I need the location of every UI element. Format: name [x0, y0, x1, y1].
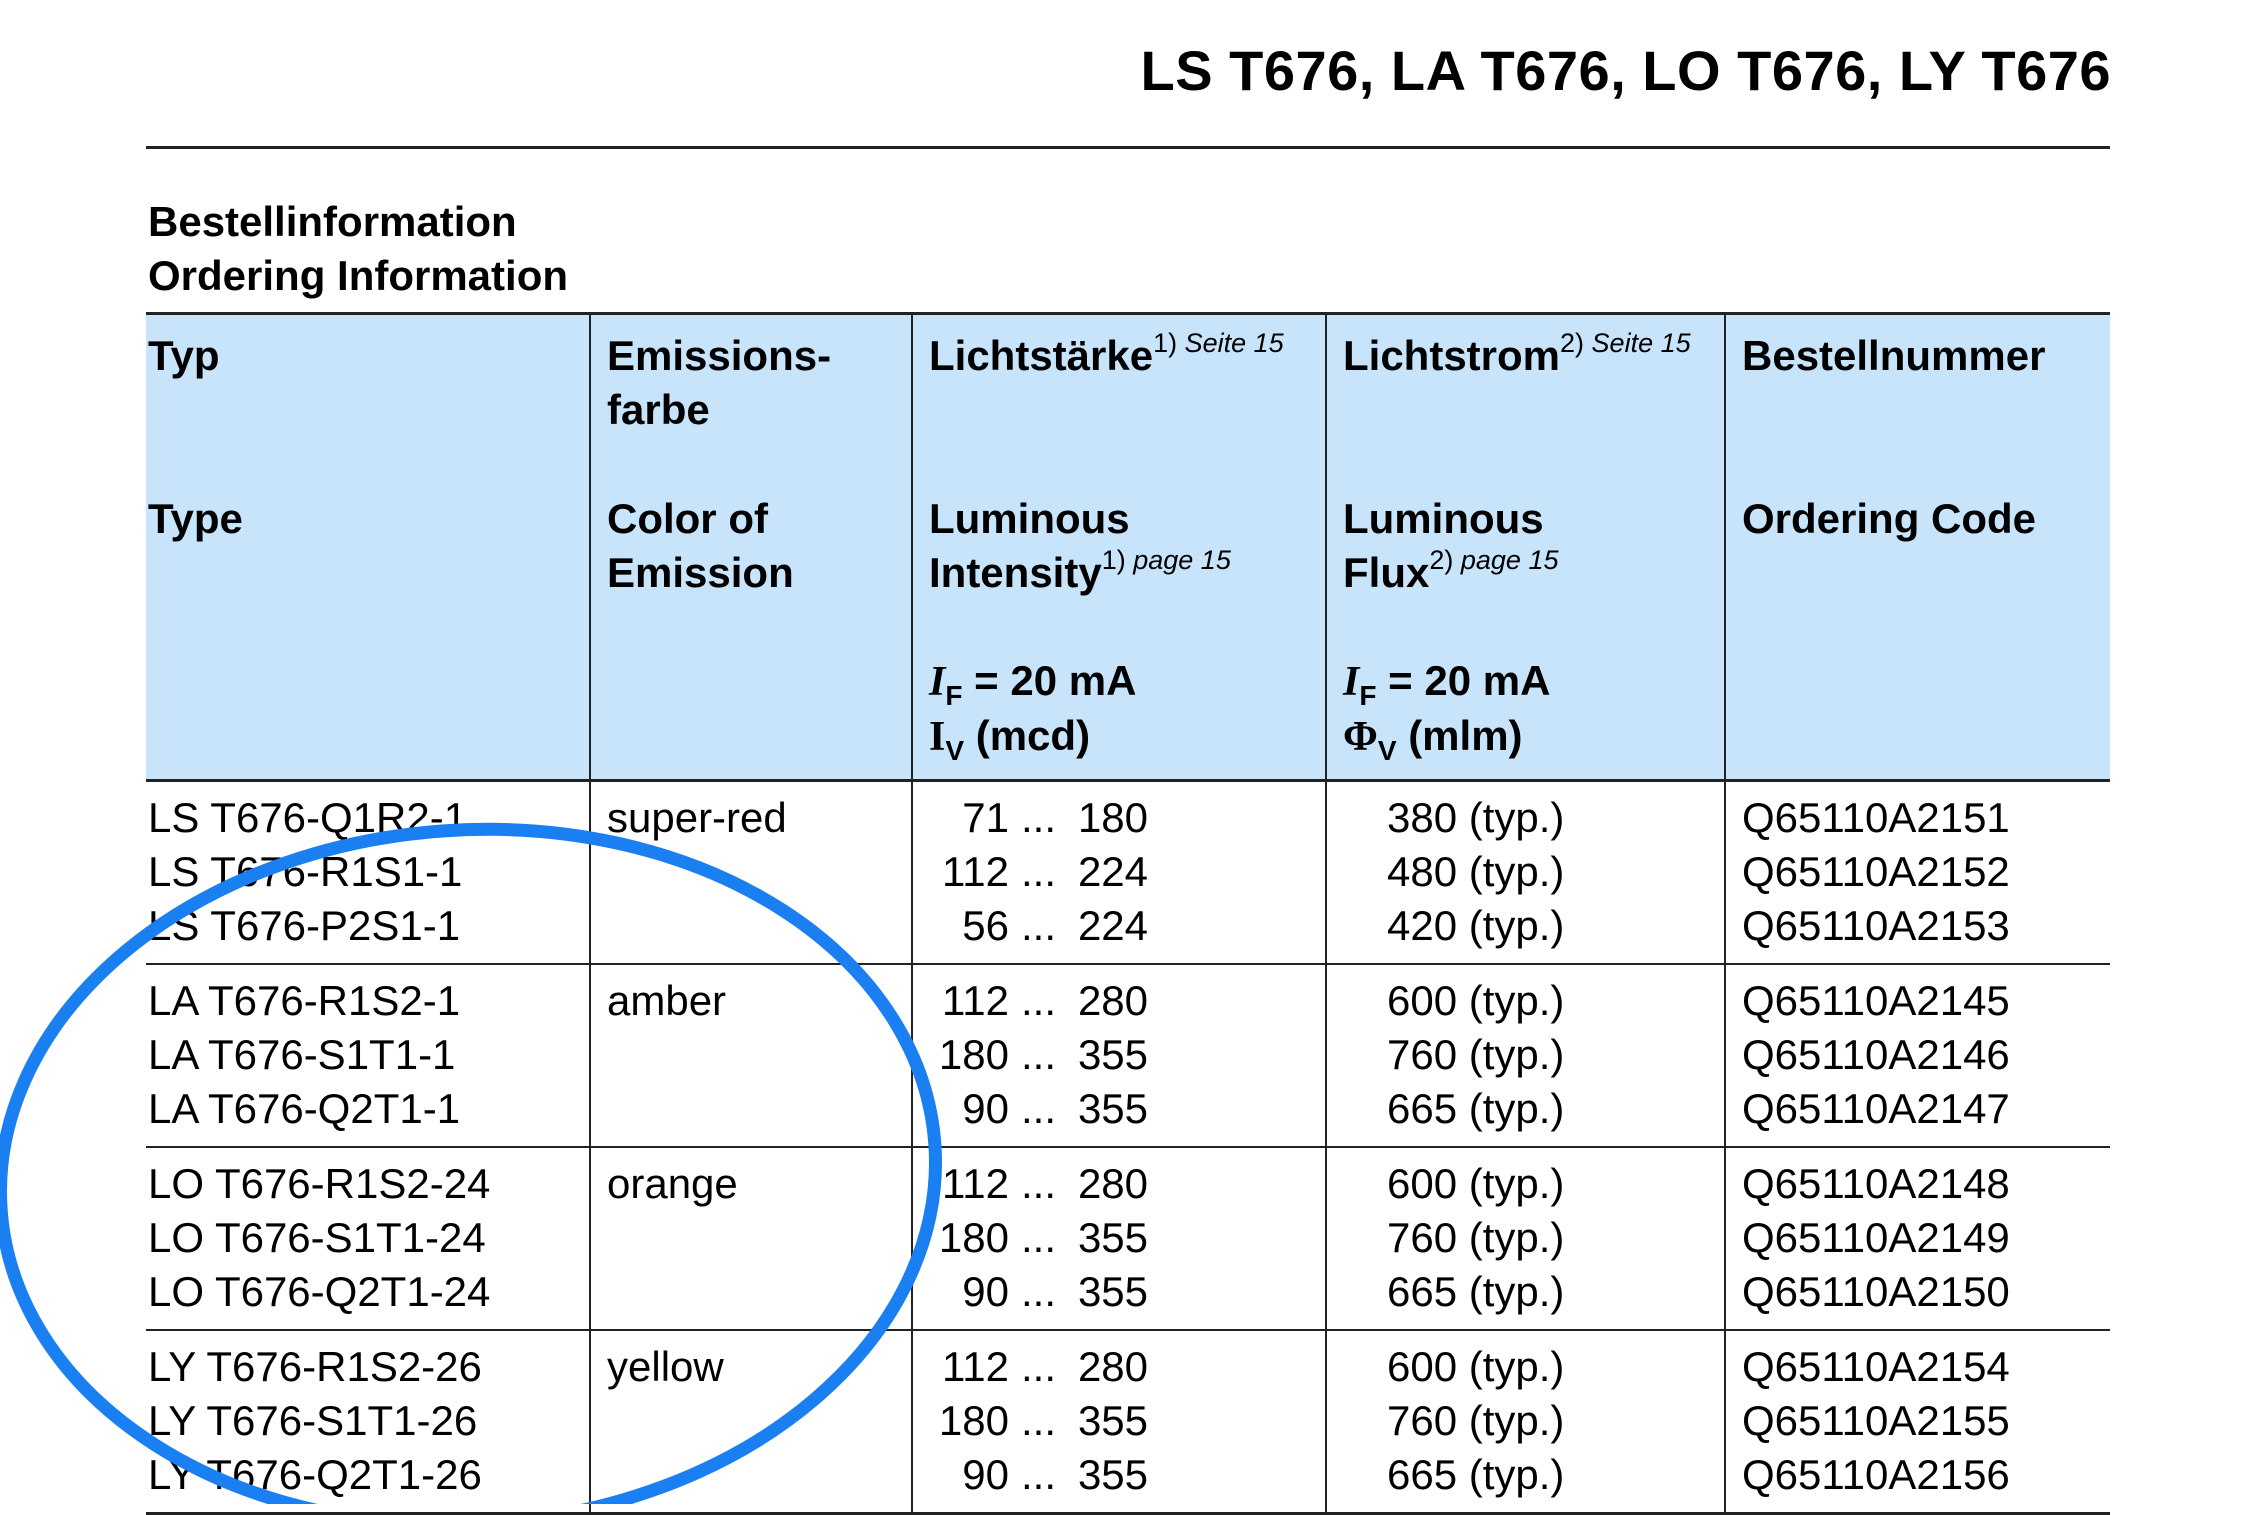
subscript: V: [945, 735, 965, 766]
header-intensity-en-line1: Luminous: [929, 495, 1130, 542]
ordering-code: Q65110A2149: [1742, 1214, 2010, 1261]
ordering-code: Q65110A2155: [1742, 1397, 2010, 1444]
table-row: [146, 964, 2110, 1147]
code-cell: [1725, 781, 2110, 965]
footnote-page-ref: Seite 15: [1184, 328, 1284, 358]
range-separator: ...: [1021, 977, 1057, 1024]
intensity-range: [929, 1265, 1309, 1319]
intensity-min: 90: [962, 1085, 1009, 1132]
title-divider: [146, 146, 2110, 149]
emission-color: orange: [607, 1160, 738, 1207]
intensity-condition: [929, 654, 1309, 709]
code-cell: [1725, 1147, 2110, 1330]
range-separator: ...: [1021, 1397, 1057, 1444]
flux-value: 600 (typ.): [1387, 977, 1565, 1024]
table-row: [146, 781, 2110, 965]
intensity-max: 355: [1077, 1451, 1149, 1498]
range-separator: ...: [1021, 1451, 1057, 1498]
flux-condition: [1343, 654, 1708, 709]
type-value: LO T676-S1T1-24: [148, 1214, 486, 1261]
type-value: LO T676-R1S2-24: [148, 1160, 491, 1207]
header-intensity-de: Lichtstärke: [929, 332, 1154, 379]
ordering-code: Q65110A2148: [1742, 1160, 2010, 1207]
flux-value: 760 (typ.): [1387, 1031, 1565, 1078]
intensity-max: 180: [1077, 794, 1149, 841]
symbol-current: I: [1343, 659, 1360, 705]
footnote-ref: 1): [1153, 328, 1178, 358]
ordering-code: Q65110A2153: [1742, 902, 2010, 949]
footnote-page-ref: Seite 15: [1591, 328, 1691, 358]
intensity-range: [929, 845, 1309, 899]
ordering-code: Q65110A2151: [1742, 794, 2010, 841]
type-value: LY T676-Q2T1-26: [148, 1451, 482, 1498]
flux-cell: [1326, 1330, 1725, 1514]
table-header-row: [146, 314, 2110, 781]
intensity-max: 224: [1077, 902, 1149, 949]
intensity-cell: [912, 1147, 1326, 1330]
type-cell: [146, 781, 590, 965]
color-cell: [590, 1147, 912, 1330]
intensity-max: 224: [1077, 848, 1149, 895]
symbol-intensity: I: [929, 714, 946, 760]
intensity-min: 112: [942, 977, 1009, 1024]
intensity-min: 112: [942, 1343, 1009, 1390]
footnote-page-ref: page 15: [1133, 545, 1231, 575]
subscript: V: [1377, 735, 1397, 766]
intensity-max: 355: [1077, 1397, 1149, 1444]
intensity-max: 280: [1077, 1160, 1149, 1207]
color-cell: [590, 781, 912, 965]
header-code-de: Bestellnummer: [1742, 332, 2046, 379]
intensity-min: 90: [962, 1451, 1009, 1498]
intensity-max: 355: [1077, 1214, 1149, 1261]
emission-color: super-red: [607, 794, 787, 841]
header-color-en-line2: Emission: [607, 549, 794, 596]
intensity-max: 355: [1077, 1085, 1149, 1132]
footnote-ref: 2): [1560, 328, 1585, 358]
flux-value: 600 (typ.): [1387, 1160, 1565, 1207]
code-cell: [1725, 964, 2110, 1147]
intensity-min: 180: [938, 1031, 1009, 1078]
flux-value: 760 (typ.): [1387, 1397, 1565, 1444]
header-type-en: Type: [148, 495, 243, 542]
flux-value: 480 (typ.): [1387, 848, 1565, 895]
header-code-en: Ordering Code: [1742, 495, 2037, 542]
type-value: LY T676-S1T1-26: [148, 1397, 478, 1444]
intensity-min: 180: [938, 1397, 1009, 1444]
color-cell: [590, 964, 912, 1147]
intensity-range: [929, 974, 1309, 1028]
footnote-ref: 1): [1101, 545, 1126, 575]
range-separator: ...: [1021, 1214, 1057, 1261]
flux-value: 600 (typ.): [1387, 1343, 1565, 1390]
flux-value: 760 (typ.): [1387, 1214, 1565, 1261]
header-color-de-line2: farbe: [607, 386, 710, 433]
header-flux: [1326, 314, 1725, 781]
ordering-code: Q65110A2150: [1742, 1268, 2010, 1315]
header-intensity-en-line2: Intensity: [929, 549, 1102, 596]
intensity-range: [929, 1082, 1309, 1136]
type-value: LS T676-P2S1-1: [148, 902, 461, 949]
type-cell: [146, 964, 590, 1147]
ordering-code: Q65110A2152: [1742, 848, 2010, 895]
footnote-page-ref: page 15: [1460, 545, 1559, 575]
intensity-range: [929, 1448, 1309, 1502]
header-flux-en-line1: Luminous: [1343, 495, 1544, 542]
ordering-code: Q65110A2145: [1742, 977, 2010, 1024]
intensity-min: 112: [942, 1160, 1009, 1207]
intensity-range: [929, 1157, 1309, 1211]
intensity-cell: [912, 1330, 1326, 1514]
flux-cell: [1326, 781, 1725, 965]
color-cell: [590, 1330, 912, 1514]
flux-cell: [1326, 1147, 1725, 1330]
footnote-ref: 2): [1429, 545, 1454, 575]
intensity-min: 56: [962, 902, 1009, 949]
flux-value: 380 (typ.): [1387, 794, 1565, 841]
intensity-range: [929, 1340, 1309, 1394]
range-separator: ...: [1021, 1160, 1057, 1207]
intensity-min: 71: [962, 794, 1009, 841]
flux-value: 420 (typ.): [1387, 902, 1565, 949]
condition-value: = 20 mA: [1388, 657, 1551, 704]
unit-label: (mlm): [1408, 712, 1523, 759]
intensity-cell: [912, 781, 1326, 965]
intensity-range: [929, 791, 1309, 845]
type-value: LA T676-S1T1-1: [148, 1031, 456, 1078]
intensity-range: [929, 1211, 1309, 1265]
page-title: LS T676, LA T676, LO T676, LY T676: [1140, 39, 2111, 102]
type-value: LO T676-Q2T1-24: [148, 1268, 491, 1315]
emission-color: amber: [607, 977, 727, 1024]
type-value: LY T676-R1S2-26: [148, 1343, 482, 1390]
flux-value: 665 (typ.): [1387, 1451, 1565, 1498]
type-value: LA T676-Q2T1-1: [148, 1085, 461, 1132]
intensity-max: 355: [1077, 1268, 1149, 1315]
flux-unit: [1343, 709, 1708, 764]
header-color: [590, 314, 912, 781]
intensity-min: 90: [962, 1268, 1009, 1315]
symbol-current: I: [929, 659, 946, 705]
type-value: LA T676-R1S2-1: [148, 977, 461, 1024]
table-row: [146, 1330, 2110, 1514]
subscript: F: [1359, 680, 1377, 711]
ordering-code: Q65110A2154: [1742, 1343, 2010, 1390]
flux-value: 665 (typ.): [1387, 1085, 1565, 1132]
intensity-max: 280: [1077, 977, 1149, 1024]
emission-color: yellow: [607, 1343, 724, 1390]
symbol-flux: Φ: [1343, 714, 1378, 760]
range-separator: ...: [1021, 902, 1057, 949]
flux-cell: [1326, 964, 1725, 1147]
type-value: LS T676-Q1R2-1: [148, 794, 468, 841]
header-type-de: Typ: [148, 332, 220, 379]
range-separator: ...: [1021, 794, 1057, 841]
intensity-range: [929, 899, 1309, 953]
table-row: [146, 1147, 2110, 1330]
code-cell: [1725, 1330, 2110, 1514]
ordering-code: Q65110A2146: [1742, 1031, 2010, 1078]
intensity-max: 280: [1077, 1343, 1149, 1390]
header-flux-de: Lichtstrom: [1343, 332, 1561, 379]
section-heading: [148, 195, 568, 303]
header-color-de-line1: Emissions-: [607, 332, 832, 379]
flux-value: 665 (typ.): [1387, 1268, 1565, 1315]
intensity-cell: [912, 964, 1326, 1147]
range-separator: ...: [1021, 1268, 1057, 1315]
ordering-code: Q65110A2156: [1742, 1451, 2010, 1498]
header-flux-en-line2: Flux: [1343, 549, 1430, 596]
intensity-max: 355: [1077, 1031, 1149, 1078]
header-intensity: [912, 314, 1326, 781]
header-code: [1725, 314, 2110, 781]
section-heading-en: Ordering Information: [148, 252, 568, 299]
range-separator: ...: [1021, 848, 1057, 895]
intensity-range: [929, 1394, 1309, 1448]
intensity-unit: [929, 709, 1309, 764]
range-separator: ...: [1021, 1343, 1057, 1390]
unit-label: (mcd): [975, 712, 1091, 759]
type-cell: [146, 1330, 590, 1514]
intensity-range: [929, 1028, 1309, 1082]
ordering-code: Q65110A2147: [1742, 1085, 2010, 1132]
ordering-table: [146, 312, 2110, 1515]
type-value: LS T676-R1S1-1: [148, 848, 463, 895]
type-cell: [146, 1147, 590, 1330]
header-color-en-line1: Color of: [607, 495, 768, 542]
intensity-min: 180: [938, 1214, 1009, 1261]
subscript: F: [945, 680, 963, 711]
condition-value: = 20 mA: [974, 657, 1137, 704]
section-heading-de: Bestellinformation: [148, 198, 517, 245]
intensity-min: 112: [942, 848, 1009, 895]
header-type: [146, 314, 590, 781]
range-separator: ...: [1021, 1031, 1057, 1078]
range-separator: ...: [1021, 1085, 1057, 1132]
